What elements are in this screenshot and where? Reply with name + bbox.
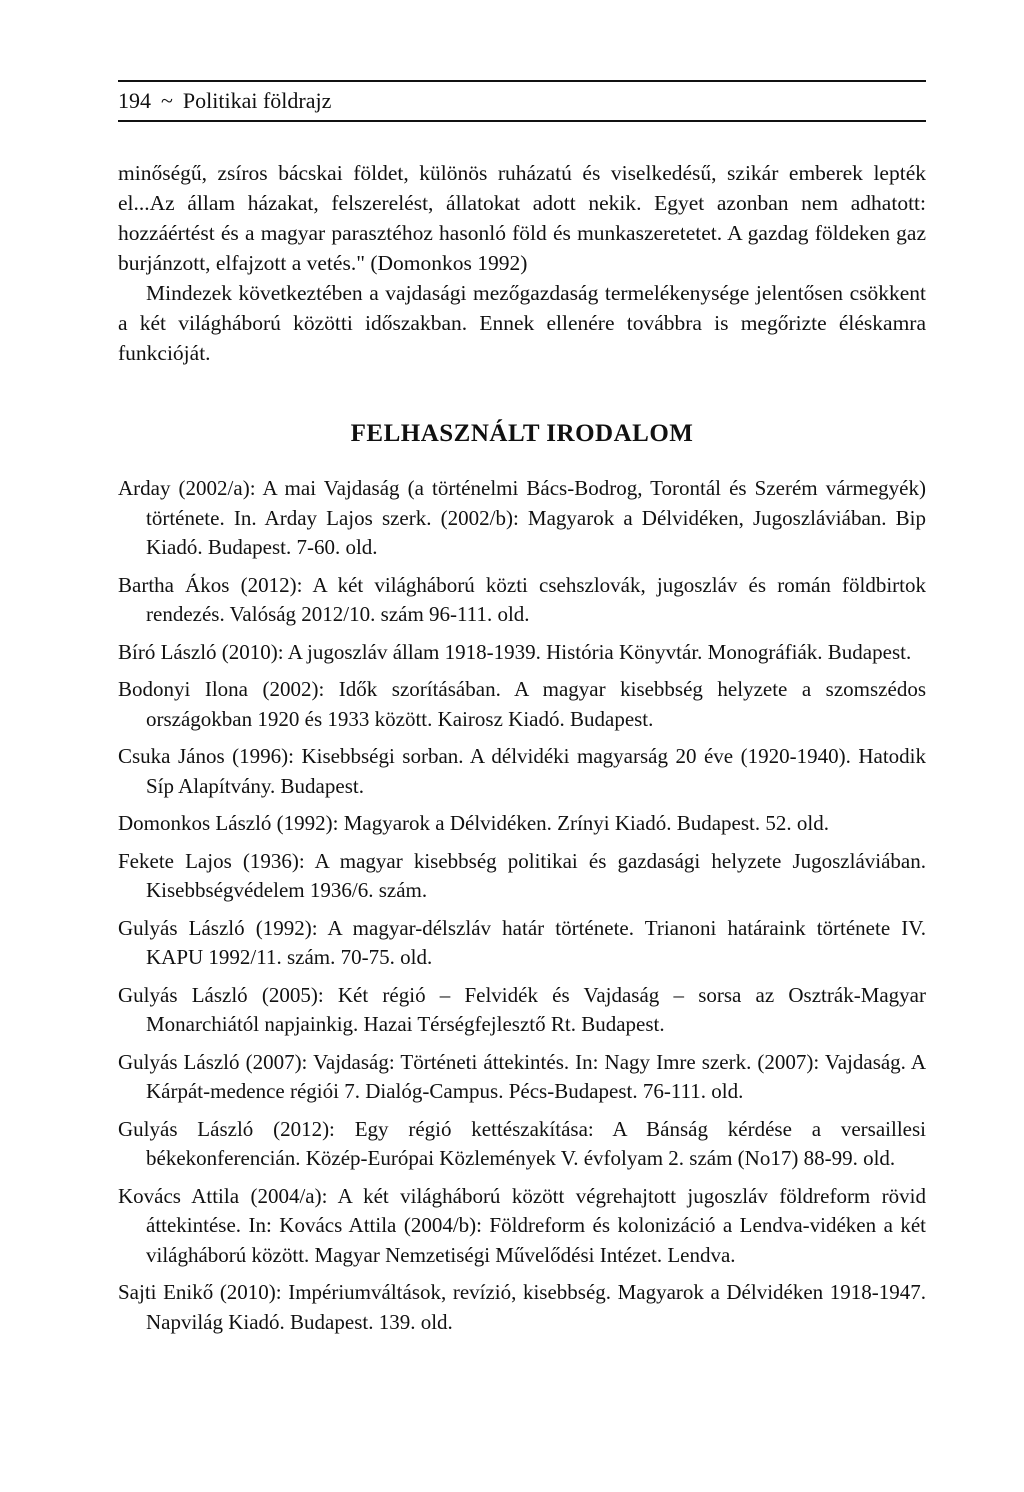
bibliography-entry: Kovács Attila (2004/a): A két világháború között végrehajtott jugoszláv földreform rövid áttekintése. In: Kovács Attila (2004/b): Földreform és kolonizáció a Lendva-vidéken a két világháború között. Magyar Nemzetiségi Művelődési Intézet. Lendva. (118, 1183, 926, 1267)
running-header (118, 80, 926, 122)
section-title: FELHASZNÁLT IRODALOM (350, 420, 694, 447)
bibliography-entry: Arday (2002/a): A mai Vajdaság (a történelmi Bács-Bodrog, Torontál és Szerém vármegyék) története. In. Arday Lajos szerk. (2002/b): Magyarok a Délvidéken, Jugoszláviában. Bip Kiadó. Budapest. 7-60. old. (118, 476, 926, 559)
bibliography-entry: Bartha Ákos (2012): A két világháború közti csehszlovák, jugoszláv és román földbirtok rendezés. Valóság 2012/10. szám 96-111. old. (118, 572, 926, 626)
bibliography-entry: Fekete Lajos (1936): A magyar kisebbség politikai és gazdasági helyzete Jugoszláviában. Kisebbségvédelem 1936/6. szám. (118, 848, 926, 902)
paragraph-conclusion: Mindezek következtében a vajdasági mezőgazdaság termelékenysége jelentősen csökkent a két világháború közötti időszakban. Ennek ellenére továbbra is megőrizte éléskamra funkcióját. (118, 281, 926, 365)
paragraph-quote-continuation: minőségű, zsíros bácskai földet, különös ruházatú és viselkedésű, szikár emberek lepték el...Az állam házakat, felszerelést, állatokat adott nekik. Egyet azonban nem adhatott: hozzáértést és a magyar parasztéhoz hasonló föld és munkaszeretetet. A gazdag földeken gaz burjánzott, elfajzott a vetés." (Domonkos 1992) (118, 161, 926, 275)
bibliography-entry: Sajti Enikő (2010): Impériumváltások, revízió, kisebbség. Magyarok a Délvidéken 1918-1947. Napvilág Kiadó. Budapest. 139. old. (118, 1280, 926, 1334)
bibliography-entry: Bíró László (2010): A jugoszláv állam 1918-1939. História Könyvtár. Monográfiák. Budapest. (118, 639, 912, 664)
document-page (118, 80, 926, 1345)
bibliography-entry: Domonkos László (1992): Magyarok a Délvidéken. Zrínyi Kiadó. Budapest. 52. old. (118, 811, 829, 835)
bibliography-entry: Bodonyi Ilona (2002): Idők szorításában. A magyar kisebbség helyzete a szomszédos országokban 1920 és 1933 között. Kairosz Kiadó. Budapest. (118, 677, 926, 731)
bibliography-entry: Gulyás László (2005): Két régió – Felvidék és Vajdaság – sorsa az Osztrák-Magyar Monarchiától napjainkig. Hazai Térségfejlesztő Rt. Budapest. (118, 982, 926, 1036)
header-separator: ~ (161, 88, 173, 113)
body-text (118, 158, 926, 368)
page-number: 194 (118, 88, 151, 113)
bibliography-entry: Gulyás László (1992): A magyar-délszláv határ története. Trianoni határaink története IV. KAPU 1992/11. szám. 70-75. old. (118, 915, 926, 969)
bibliography-list (118, 474, 926, 1337)
bibliography-entry: Gulyás László (2012): Egy régió kettészakítása: A Bánság kérdése a versaillesi békekonferencián. Közép-Európai Közlemények V. évfolyam 2. szám (No17) 88-99. old. (118, 1116, 926, 1170)
bibliography-entry: Csuka János (1996): Kisebbségi sorban. A délvidéki magyarság 20 éve (1920-1940). Hatodik Síp Alapítvány. Budapest. (118, 744, 926, 798)
running-title: Politikai földrajz (182, 88, 332, 113)
bibliography-entry: Gulyás László (2007): Vajdaság: Történeti áttekintés. In: Nagy Imre szerk. (2007): Vajdaság. A Kárpát-medence régiói 7. Dialóg-Campus. Pécs-Budapest. 76-111. old. (118, 1049, 926, 1103)
